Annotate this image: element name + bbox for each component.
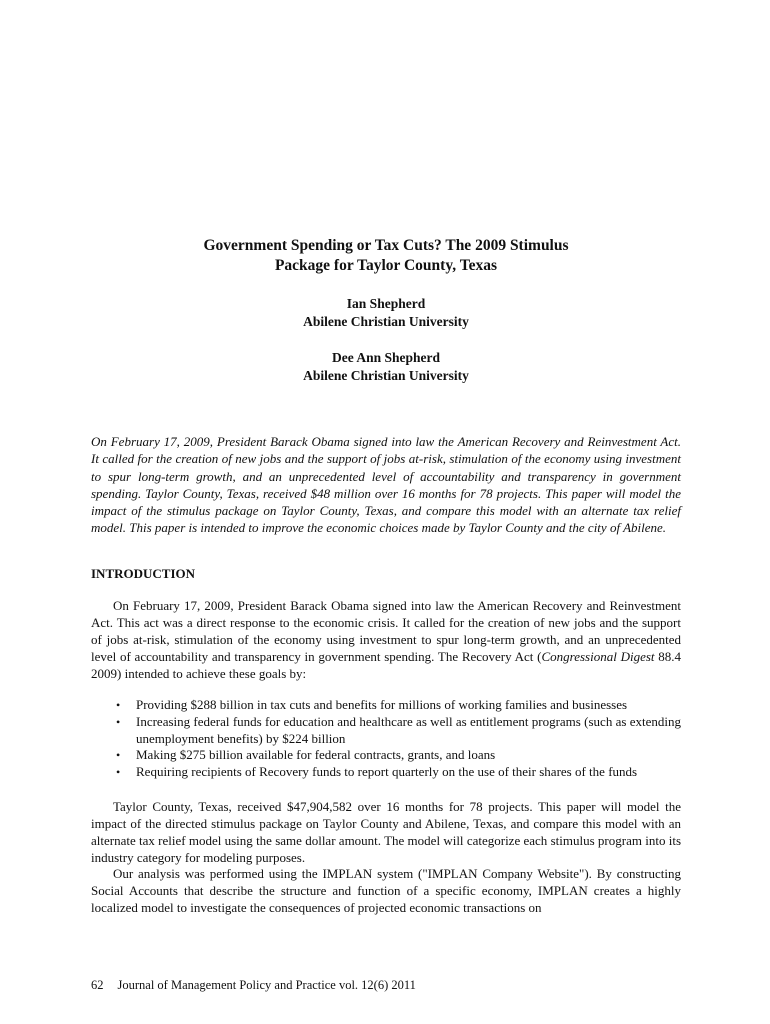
goals-bullet-list (91, 697, 681, 781)
page-footer (91, 977, 416, 993)
author-name: Dee Ann Shepherd (331, 350, 441, 365)
bullet-glyph: • (116, 698, 121, 712)
bullet-text: Providing $288 billion in tax cuts and benefits for millions of working families and businesses (136, 697, 628, 712)
author-name: Ian Shepherd (346, 296, 426, 311)
paragraph-text: On February 17, 2009, President Barack Obama signed into law the American Recovery and Reinvestment Act. This act was a direct response to the economic crisis. It called for the creation of new jobs and the support of jobs at-risk, stimulation of the economy using investment to spur long-term growth, and an unprecedented level of accountability and transparency in government spending. The Recovery Act ( (91, 598, 681, 664)
abstract: On February 17, 2009, President Barack Obama signed into law the American Recovery and Reinvestment Act. It called for the creation of new jobs and the support of jobs at-risk, stimulation of the economy using investment to spur long-term growth, and an unprecedented level of accountability and transparency in government spending. Taylor County, Texas, received $48 million over 16 months for 78 projects. This paper will model the impact of the stimulus package on Taylor County, Texas, and compare this model with an alternate tax relief model. This paper is intended to improve the economic choices made by Taylor County and the city of Abilene. (91, 434, 681, 536)
intro-paragraph-2: Taylor County, Texas, received $47,904,582 over 16 months for 78 projects. This paper will model the impact of the directed stimulus package on Taylor County and Abilene, Texas, and compare this model with an alternate tax relief model using the same dollar amount. The model will categorize each stimulus program into its industry category for modeling purposes. (91, 799, 681, 865)
bullet-glyph: • (116, 748, 121, 763)
intro-paragraph-3: Our analysis was performed using the IMPLAN system ("IMPLAN Company Website"). By constructing Social Accounts that describe the structure and function of a specific economy, IMPLAN creates a highly localized model to investigate the consequences of projected economic transactions on (91, 866, 681, 915)
author-block-2 (91, 349, 681, 385)
journal-citation: Journal of Management Policy and Practice vol. 12(6) 2011 (117, 978, 416, 992)
bullet-glyph: • (116, 714, 121, 729)
author-affiliation: Abilene Christian University (303, 314, 469, 329)
citation-source: Congressional Digest (541, 649, 655, 664)
paper-title-line-1: Government Spending or Tax Cuts? The 2009 Stimulus (203, 237, 569, 254)
bullet-text: Increasing federal funds for education and healthcare as well as entitlement programs (such as extending unemployment benefits) by $224 billion (136, 713, 681, 746)
bullet-item (91, 697, 681, 714)
paper-title-line-2: Package for Taylor County, Texas (274, 257, 498, 274)
intro-paragraph-1 (91, 597, 681, 682)
author-block-1 (91, 295, 681, 331)
paper-title (91, 236, 681, 276)
bullet-text: Requiring recipients of Recovery funds to report quarterly on the use of their shares of the funds (136, 764, 638, 780)
bullet-item (91, 747, 681, 764)
page-number: 62 (91, 978, 104, 992)
paragraph-text: 88.4 2009) intended to achieve these goals by: (91, 649, 681, 681)
author-affiliation: Abilene Christian University (303, 368, 469, 383)
bullet-item (91, 714, 681, 748)
section-heading-introduction: INTRODUCTION (91, 566, 196, 581)
bullet-item (91, 764, 681, 781)
bullet-text: Making $275 billion available for federal contracts, grants, and loans (136, 747, 496, 763)
bullet-glyph: • (116, 765, 121, 780)
